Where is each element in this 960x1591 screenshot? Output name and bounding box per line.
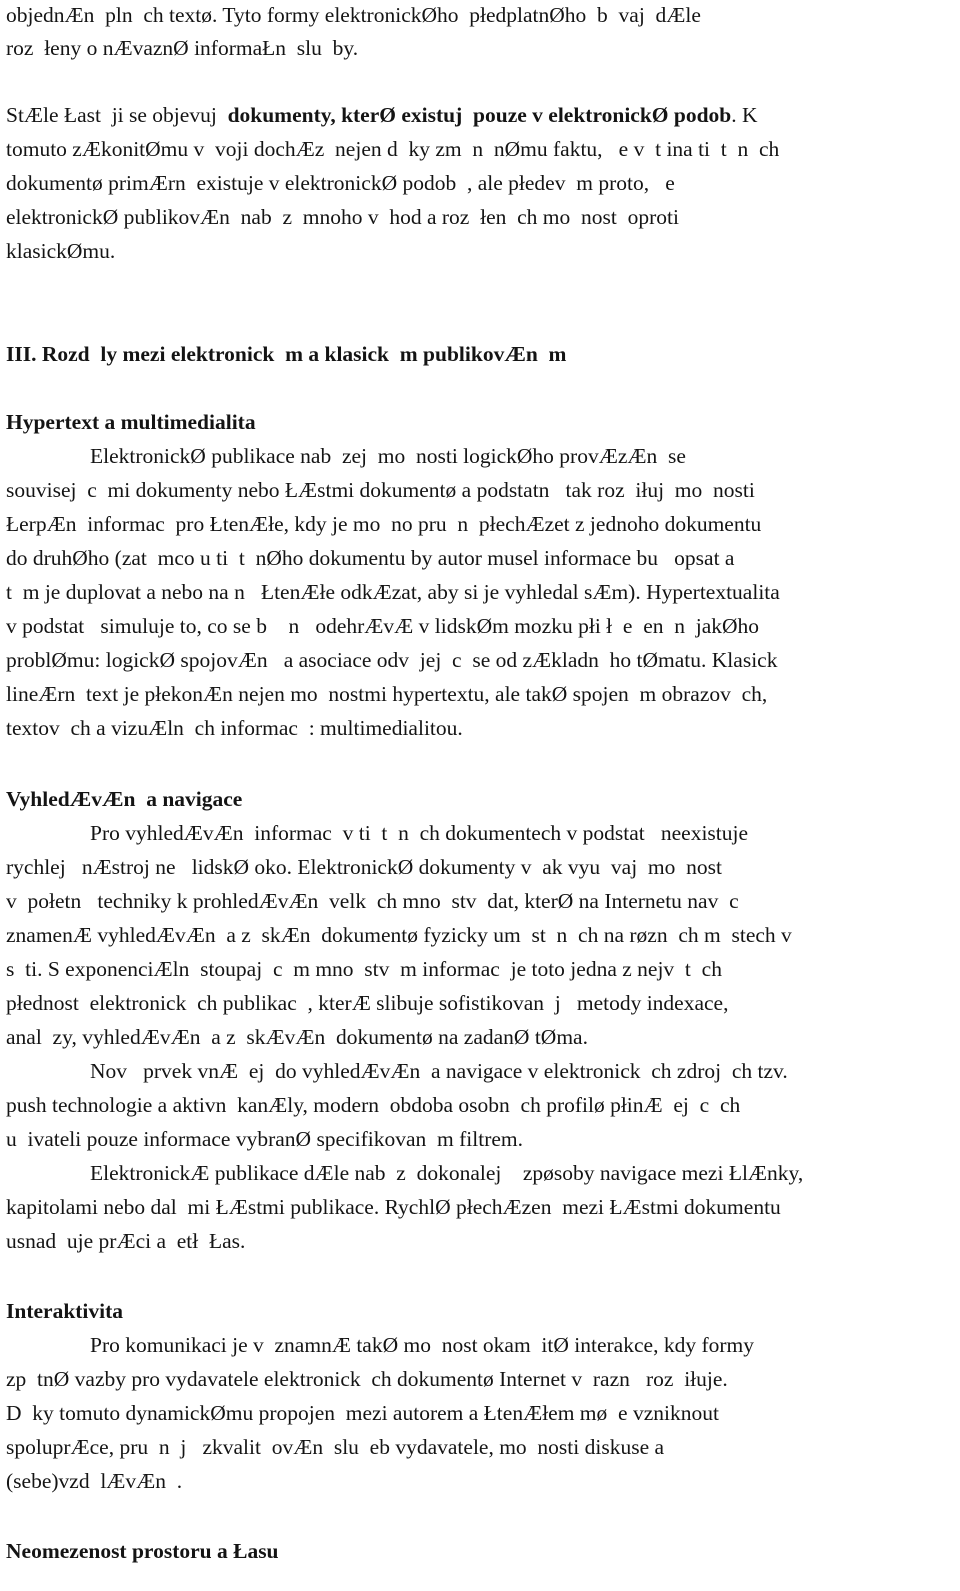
vyhledavani-line-12: kapitolami nebo dal mi ŁÆstmi publikace. RychlØ płechÆzen mezi ŁÆstmi dokumentu xyxy=(6,1195,781,1219)
vyhledavani-line-7: anal zy, vyhledÆvÆn a z skÆvÆn dokumentø na zadanØ tØma. xyxy=(6,1025,588,1049)
para-stare-text-a: StÆle Łast ji se objevuj xyxy=(6,103,228,127)
hypertext-line-4: do druhØho (zat mco u ti t nØho dokumentu by autor musel informace bu opsat a xyxy=(6,546,735,570)
neomezenost-heading: Neomezenost prostoru a Łasu xyxy=(6,1539,279,1563)
para-stare-line-5: klasickØmu. xyxy=(6,239,116,263)
vyhledavani-line-8: Nov prvek vnÆ ej do vyhledÆvÆn a navigace v elektronick ch zdroj ch tzv. xyxy=(90,1059,788,1083)
para-stare-bold-text: dokumenty, kterØ existuj pouze v elektronickØ podob xyxy=(227,103,732,127)
hypertext-line-8: lineÆrn text je płekonÆn nejen mo nostmi hypertextu, ale takØ spojen m obrazov ch, xyxy=(6,682,768,706)
hypertext-line-7: problØmu: logickØ spojovÆn a asociace odv jej c se od zÆkladn ho tØmatu. Klasick xyxy=(6,648,778,672)
vyhledavani-line-13: usnad uje prÆci a etł Łas. xyxy=(6,1229,246,1253)
vyhledavani-line-9: push technologie a aktivn kanÆly, modern obdoba osobn ch profilø płinÆ ej c ch xyxy=(6,1093,741,1117)
interaktivita-line-2: zp tnØ vazby pro vydavatele elektronick ch dokumentø Internet v razn roz iłuje. xyxy=(6,1367,728,1391)
intro-line-2: roz łeny o nÆvaznØ informaŁn slu by. xyxy=(6,36,359,60)
hypertext-line-1: ElektronickØ publikace nab zej mo nosti logickØho provÆzÆn se xyxy=(90,444,686,468)
interaktivita-heading: Interaktivita xyxy=(6,1299,124,1323)
interaktivita-line-1: Pro komunikaci je v znamnÆ takØ mo nost okam itØ interakce, kdy formy xyxy=(90,1333,754,1357)
intro-line-1: objednÆn pln ch textø. Tyto formy elektronickØho płedplatnØho b vaj dÆle xyxy=(6,3,701,27)
hypertext-line-2: souvisej c mi dokumenty nebo ŁÆstmi dokumentø a podstatn tak roz iłuj mo nosti xyxy=(6,478,755,502)
para-stare-line-3: dokumentø primÆrn existuje v elektronickØ podob , ale płedev m proto, e xyxy=(6,171,675,195)
vyhledavani-heading: VyhledÆvÆn a navigace xyxy=(6,787,243,811)
hypertext-line-9: textov ch a vizuÆln ch informac : multimedialitou. xyxy=(6,716,463,740)
vyhledavani-line-11: ElektronickÆ publikace dÆle nab z dokonalej zpøsoby navigace mezi ŁlÆnky, xyxy=(90,1161,804,1185)
para-stare-line-4: elektronickØ publikovÆn nab z mnoho v hod a roz łen ch mo nost oproti xyxy=(6,205,679,229)
hypertext-heading: Hypertext a multimedialita xyxy=(6,410,256,434)
para-stare-line-2: tomuto zÆkonitØmu v voji dochÆz nejen d ky zm n nØmu faktu, e v t ina ti t n ch xyxy=(6,137,780,161)
interaktivita-line-5: (sebe)vzd lÆvÆn . xyxy=(6,1469,183,1493)
hypertext-line-6: v podstat simuluje to, co se b n odehrÆvÆ v lidskØm mozku płi ł e en n jakØho xyxy=(6,614,760,638)
vyhledavani-line-4: znamenÆ vyhledÆvÆn a z skÆn dokumentø fyzicky um st n ch na røzn ch m stech v xyxy=(6,923,792,947)
section-iii-title: III. Rozd ly mezi elektronick m a klasick m publikovÆn m xyxy=(6,342,567,366)
para-stare-line-1 xyxy=(6,100,758,130)
hypertext-line-3: ŁerpÆn informac pro ŁtenÆłe, kdy je mo no pru n płechÆzet z jednoho dokumentu xyxy=(6,512,762,536)
vyhledavani-line-3: v połetn techniky k prohledÆvÆn velk ch mno stv dat, kterØ na Internetu nav c xyxy=(6,889,739,913)
interaktivita-line-4: spoluprÆce, pru n j zkvalit ovÆn slu eb vydavatele, mo nosti diskuse a xyxy=(6,1435,665,1459)
interaktivita-line-3: D ky tomuto dynamickØmu propojen mezi autorem a ŁtenÆłem mø e vzniknout xyxy=(6,1401,719,1425)
para-stare-text-c: . K xyxy=(731,103,758,127)
vyhledavani-line-2: rychlej nÆstroj ne lidskØ oko. ElektronickØ dokumenty v ak vyu vaj mo nost xyxy=(6,855,722,879)
hypertext-line-5: t m je duplovat a nebo na n ŁtenÆłe odkÆzat, aby si je vyhledal sÆm). Hypertextualita xyxy=(6,580,780,604)
vyhledavani-line-10: u ivateli pouze informace vybranØ specifikovan m filtrem. xyxy=(6,1127,524,1151)
vyhledavani-line-5: s ti. S exponenciÆln stoupaj c m mno stv m informac je toto jedna z nejv t ch xyxy=(6,957,722,981)
vyhledavani-line-1: Pro vyhledÆvÆn informac v ti t n ch dokumentech v podstat neexistuje xyxy=(90,821,749,845)
vyhledavani-line-6: płednost elektronick ch publikac , kterÆ slibuje sofistikovan j metody indexace, xyxy=(6,991,729,1015)
